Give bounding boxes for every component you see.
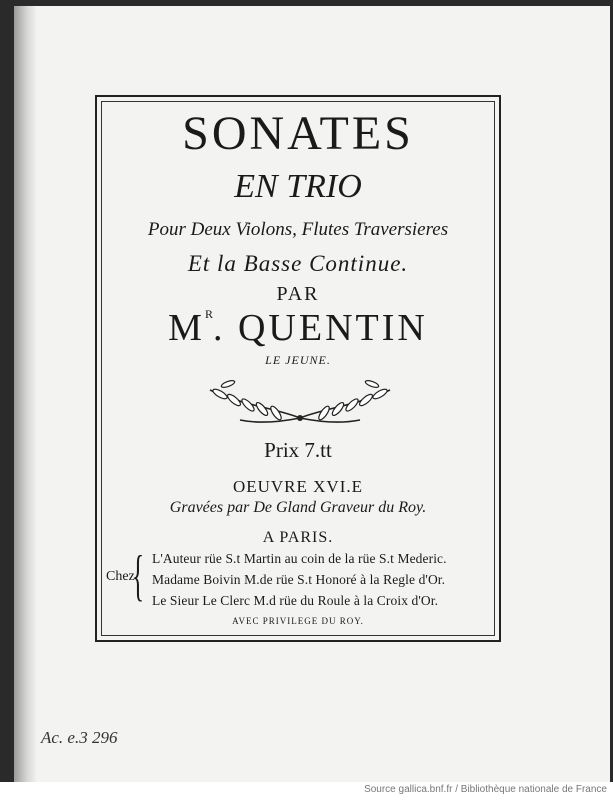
by-line: PAR — [276, 283, 320, 305]
binding-edge — [14, 6, 36, 782]
laurel-ornament-icon — [200, 378, 400, 430]
address-line: Le Sieur Le Clerc M.d rüe du Roule à la Croix d'Or. — [152, 593, 439, 608]
title: SONATES — [182, 107, 414, 160]
city: A PARIS. — [262, 529, 334, 546]
composer — [101, 308, 495, 347]
composer-prefix: M — [168, 307, 205, 349]
shelfmark: Ac. e.3 296 — [41, 728, 118, 747]
instrumentation: Pour Deux Violons, Flutes Traversieres — [147, 219, 449, 240]
opus-number: OEUVRE XVI.E — [232, 477, 364, 496]
address-line: Madame Boivin M.de rüe S.t Honoré à la Regle d'Or. — [152, 572, 446, 587]
epithet: LE JEUNE. — [265, 353, 331, 367]
engraver: Gravées par De Gland Graveur du Roy. — [169, 499, 427, 516]
address-line: L'Auteur rüe S.t Martin au coin de la rüe S.t Mederic. — [152, 551, 447, 566]
source-credit: Source gallica.bnf.fr / Bibliothèque nationale de France — [364, 784, 607, 795]
privilege: AVEC PRIVILEGE DU ROY. — [232, 616, 364, 626]
source-bar — [0, 782, 613, 800]
composer-dot: . — [212, 307, 238, 349]
brace-icon: { — [132, 545, 145, 607]
continuo-line: Et la Basse Continue. — [187, 251, 409, 276]
price: Prix 7.tt — [264, 438, 332, 462]
subtitle: EN TRIO — [234, 168, 362, 205]
composer-prefix-sup: R — [204, 307, 213, 321]
composer-name: QUENTIN — [237, 307, 428, 349]
chez-label: Chez — [106, 569, 135, 584]
